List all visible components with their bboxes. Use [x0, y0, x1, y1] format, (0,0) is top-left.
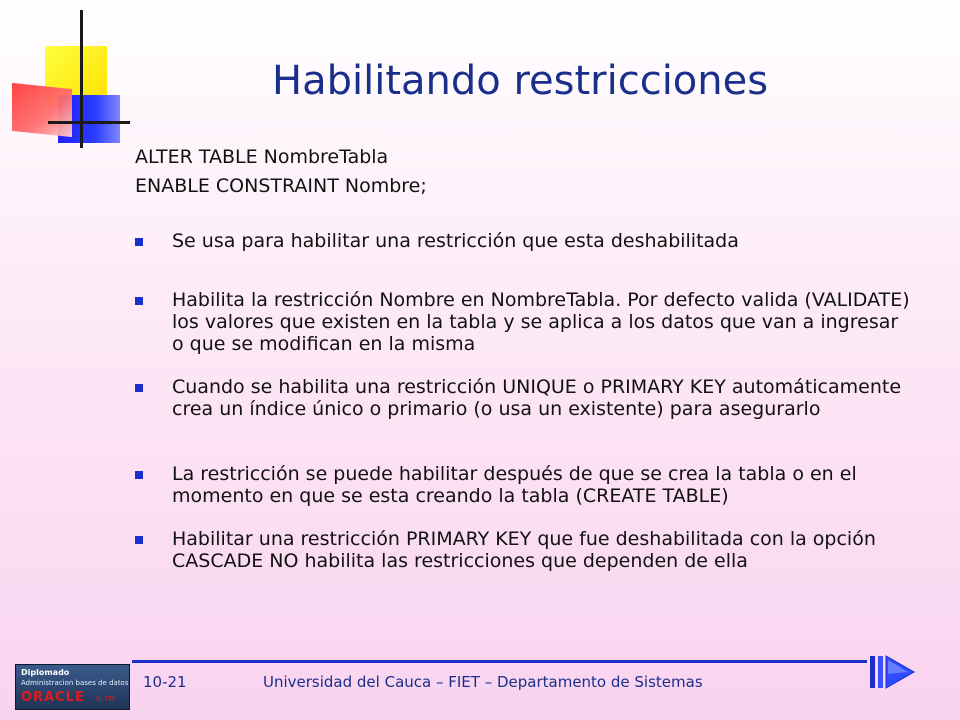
- nav-bar-2: [878, 656, 883, 688]
- code-line-1: ALTER TABLE NombreTabla: [135, 146, 389, 168]
- logo-line-4: 9i TM: [96, 695, 115, 703]
- code-line-2: ENABLE CONSTRAINT Nombre;: [135, 175, 427, 197]
- square-bullet-icon: [135, 471, 143, 479]
- bullet-item: [135, 463, 915, 507]
- page-number: 10-21: [143, 673, 187, 691]
- square-bullet-icon: [135, 384, 143, 392]
- bullet-item: [135, 230, 915, 252]
- logo-line-3: ORACLE: [21, 690, 85, 705]
- bullet-text: Habilitar una restricción PRIMARY KEY que fue deshabilitada con la opción CASCADE NO habilita las restricciones que dependen de ella: [172, 528, 876, 572]
- square-bullet-icon: [135, 536, 143, 544]
- bullet-text: Se usa para habilitar una restricción que esta deshabilitada: [172, 230, 739, 252]
- bullet-item: [135, 376, 915, 420]
- slide-title: Habilitando restricciones: [272, 58, 769, 104]
- bullet-text: Cuando se habilita una restricción UNIQUE o PRIMARY KEY automáticamente crea un índice único o primario (o usa un existente) para asegurarlo: [172, 376, 902, 420]
- square-bullet-icon: [135, 297, 143, 305]
- decor-vertical-line: [80, 10, 83, 148]
- oracle-diplomado-logo: [15, 664, 130, 710]
- footer-text: Universidad del Cauca – FIET – Departamento de Sistemas: [263, 673, 703, 691]
- logo-line-2: Administracion bases de datos: [21, 679, 129, 687]
- next-slide-arrow-icon[interactable]: [868, 652, 918, 692]
- logo-line-1: Diplomado: [21, 668, 70, 677]
- decor-horizontal-line: [48, 121, 130, 124]
- footer-divider: [132, 660, 867, 663]
- decor-red-square: [12, 83, 72, 137]
- bullet-text: Habilita la restricción Nombre en NombreTabla. Por defecto valida (VALIDATE) los valores que existen en la tabla y se aplica a los datos que van a ingresar o que se modifican en la misma: [172, 289, 910, 355]
- bullet-text: La restricción se puede habilitar después de que se crea la tabla o en el momento en que se esta creando la tabla (CREATE TABLE): [172, 463, 857, 507]
- square-bullet-icon: [135, 238, 143, 246]
- bullet-item: [135, 289, 915, 355]
- next-arrow-svg: [868, 652, 918, 692]
- bullet-item: [135, 528, 915, 572]
- nav-bar-1: [870, 656, 875, 688]
